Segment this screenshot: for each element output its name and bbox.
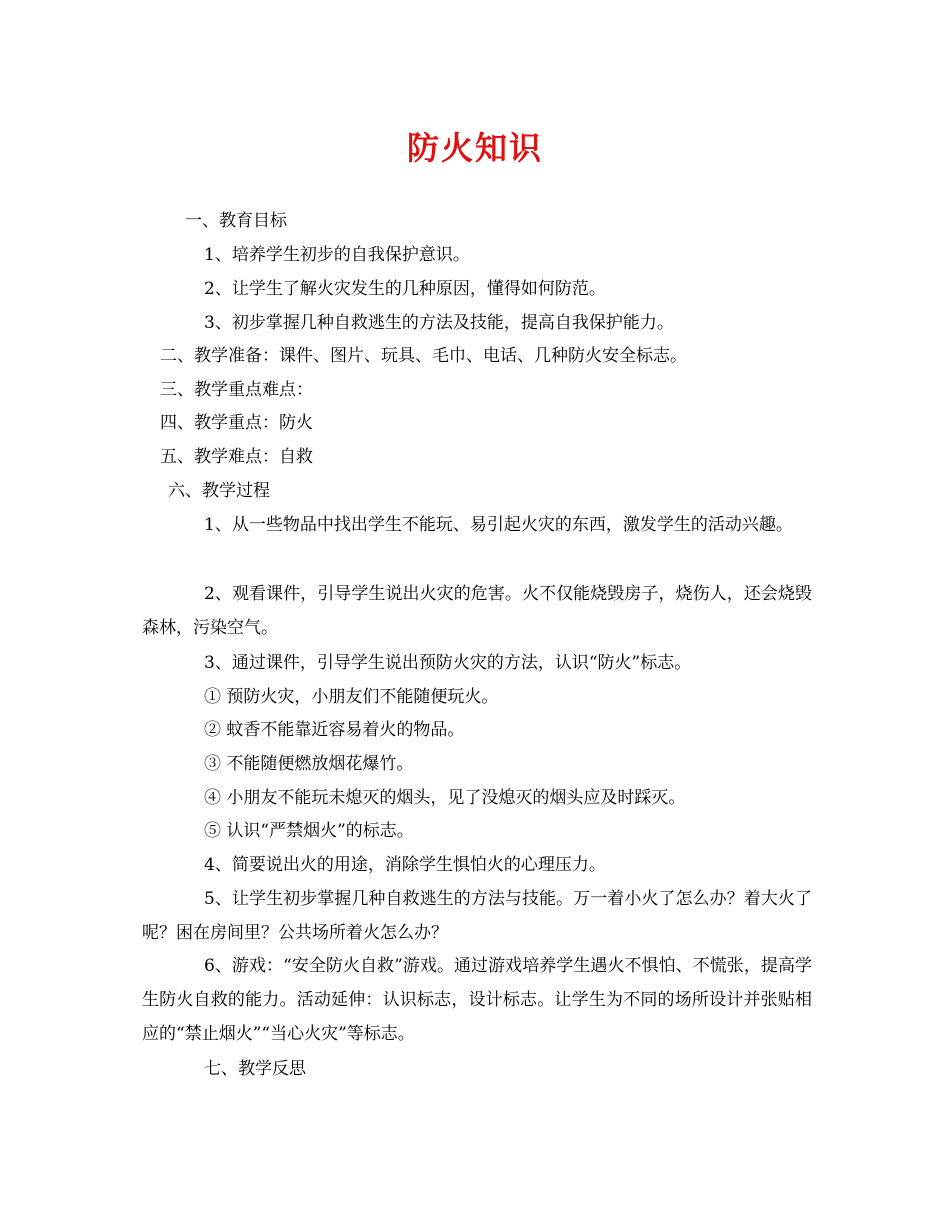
objective-item: 1、培养学生初步的自我保护意识。 [204,245,470,265]
sub-list-item: ① 预防火灾，小朋友们不能随便玩火。 [204,687,499,707]
key-difficult-heading: 三、教学重点难点： [160,380,313,400]
objectives-heading: 一、教育目标 [185,211,287,231]
objective-item: 2、让学生了解火灾发生的几种原因，懂得如何防范。 [204,279,606,299]
sub-list-item: ② 蚊香不能靠近容易着火的物品。 [204,720,465,740]
objective-item: 3、初步掌握几种自救逃生的方法及技能，提高自我保护能力。 [204,313,674,333]
process-paragraph: 5、让学生初步掌握几种自救逃生的方法与技能。万一着小火了怎么办？着大火了呢？困在房间里？公共场所着火怎么办？ [142,889,812,943]
process-paragraph: 3、通过课件，引导学生说出预防火灾的方法，认识“防火”标志。 [204,653,692,673]
process-paragraph: 6、游戏：“安全防火自救”游戏。通过游戏培养学生遇火不惧怕、不慌张，提高学生防火自救的能力。活动延伸：认识标志，设计标志。让学生为不同的场所设计并张贴相应的“禁止烟火”“当心火灾”等标志。 [142,956,812,1044]
sub-list-item: ③ 不能随便燃放烟花爆竹。 [204,754,414,774]
process-paragraph: 1、从一些物品中找出学生不能玩、易引起火灾的东西，激发学生的活动兴趣。 [204,515,793,535]
process-paragraph: 2、观看课件，引导学生说出火灾的危害。火不仅能烧毁房子，烧伤人，还会烧毁森林，污染空气。 [142,584,812,638]
page-title: 防火知识 [406,129,543,167]
preparation-line: 二、教学准备：课件、图片、玩具、毛巾、电话、几种防火安全标志。 [160,346,687,366]
difficult-point-line: 五、教学难点：自救 [160,447,313,467]
reflection-heading: 七、教学反思 [204,1059,306,1079]
sub-list-item: ④ 小朋友不能玩未熄灭的烟头，见了没熄灭的烟头应及时踩灭。 [204,788,686,808]
sub-list-item: ⑤ 认识“严禁烟火”的标志。 [204,821,414,841]
process-heading: 六、教学过程 [168,481,270,501]
process-paragraph: 4、简要说出火的用途，消除学生惧怕火的心理压力。 [204,855,606,875]
key-point-line: 四、教学重点：防火 [160,413,313,433]
